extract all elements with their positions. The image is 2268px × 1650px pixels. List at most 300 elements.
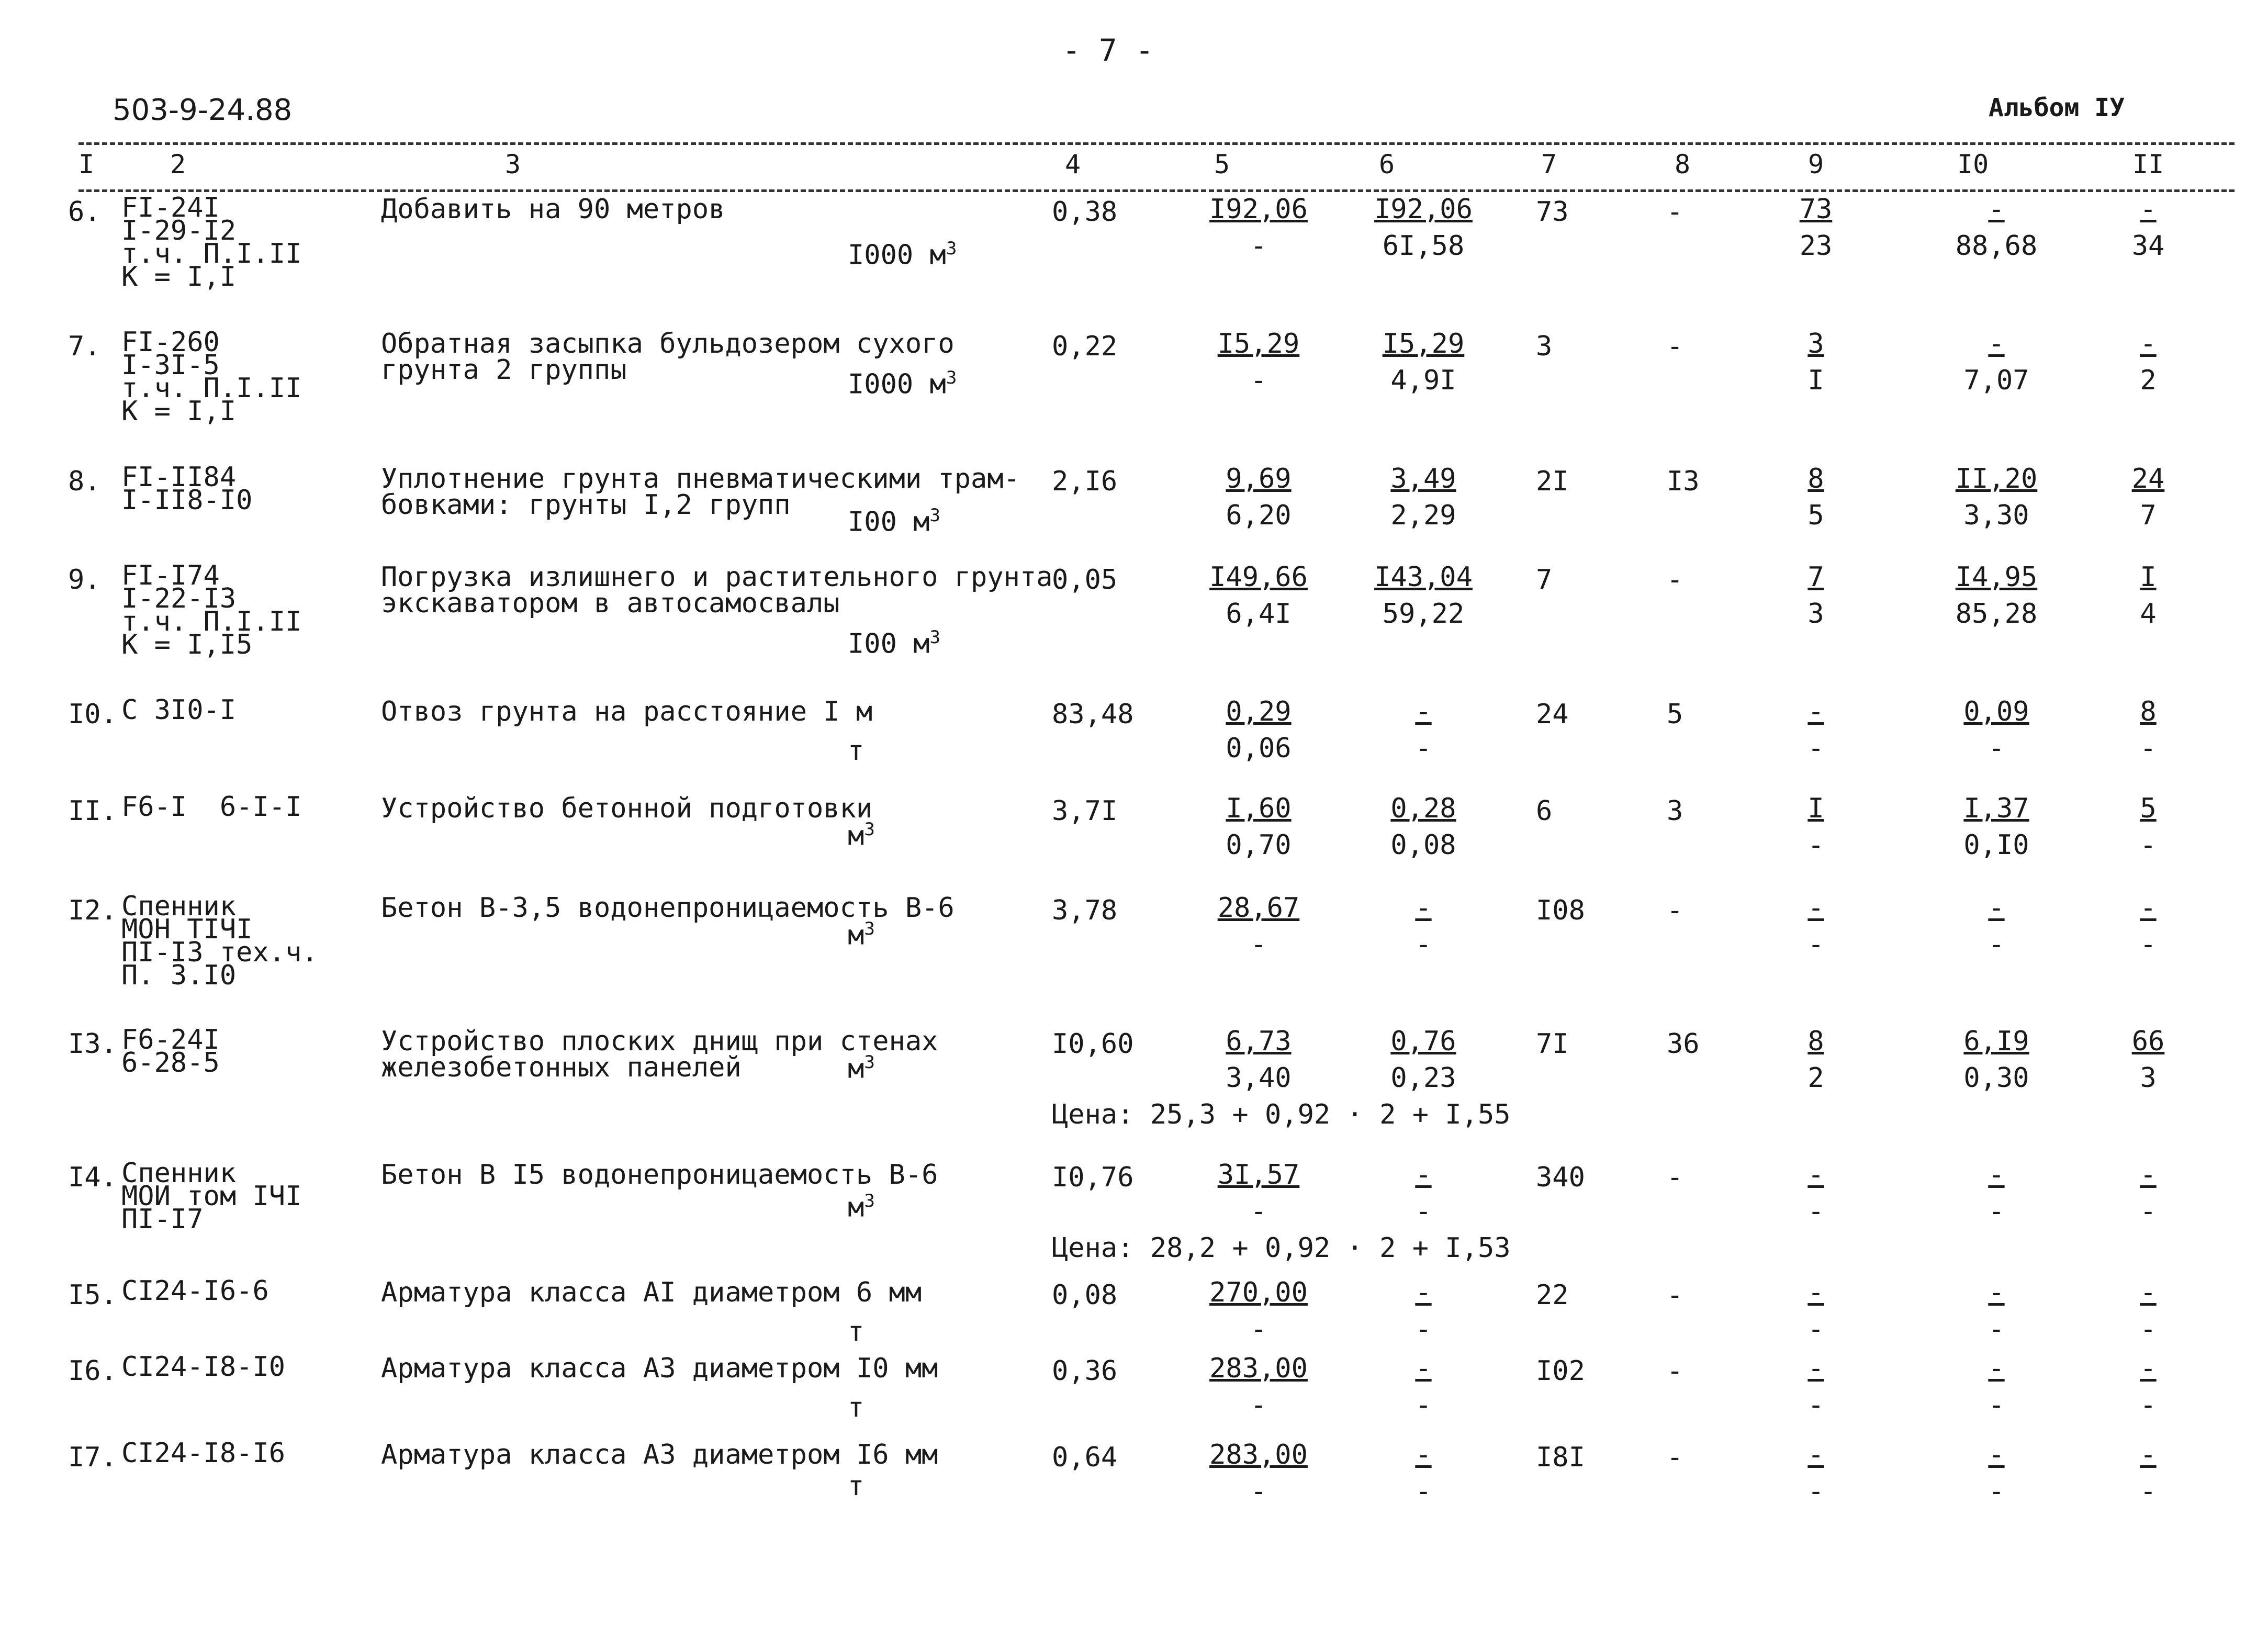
quantity: 0,22 <box>1052 331 1118 362</box>
labor-machines-top: - <box>2140 892 2157 924</box>
unit-cost-top: 283,00 <box>1209 1439 1308 1471</box>
cost-breakdown-cell <box>1782 693 1850 767</box>
wages-machines-top: 3,49 <box>1390 463 1456 495</box>
cost-breakdown-cell <box>1782 1274 1850 1348</box>
work-description: Уплотнение грунта пневматическими трам- бовками: грунты I,2 групп <box>381 463 1020 521</box>
total-cost: I08 <box>1536 895 1585 926</box>
row-number: I4. <box>68 1162 117 1193</box>
unit-exponent: 3 <box>929 627 941 648</box>
labor-machines-bottom: - <box>2140 829 2157 861</box>
cost-breakdown-cell <box>1782 559 1850 632</box>
wages-machines-top: I92,06 <box>1374 194 1473 225</box>
unit-cost-bottom: - <box>1250 230 1267 262</box>
cost-breakdown-cell <box>1782 1436 1850 1510</box>
labor-machines-cell <box>2112 325 2185 399</box>
wages-machines-cell <box>1363 1350 1484 1423</box>
cost-breakdown-cell <box>1782 790 1850 863</box>
column-header: 6 <box>1379 149 1395 179</box>
wages-machines-top: - <box>1415 696 1432 727</box>
total-cost: 7I <box>1536 1028 1569 1060</box>
row-number: II. <box>68 795 117 827</box>
work-description: Устройство бетонной подготовки <box>381 793 873 824</box>
unit <box>848 627 940 659</box>
labor-cost-top: 0,09 <box>1963 696 2029 727</box>
norm-code: FI-II84 I-II8-I0 <box>121 462 253 516</box>
unit <box>848 1471 864 1502</box>
work-description: Арматура класса АI диаметром 6 мм <box>381 1277 922 1308</box>
labor-machines-bottom: - <box>2140 733 2157 764</box>
total-cost: 22 <box>1536 1279 1569 1311</box>
unit <box>848 1191 875 1223</box>
cost-breakdown-bottom: - <box>1807 1389 1824 1421</box>
labor-cost-bottom: 3,30 <box>1963 500 2029 531</box>
labor-machines-cell <box>2112 1023 2185 1096</box>
labor-cost-bottom: 88,68 <box>1955 230 2038 262</box>
unit-cost-cell <box>1198 191 1319 264</box>
cost-breakdown-top: 8 <box>1807 1026 1824 1057</box>
unit <box>848 819 875 851</box>
quantity: 3,7I <box>1052 795 1118 827</box>
row-number: 7. <box>68 331 101 362</box>
norm-code: F6-I 6-I-I <box>121 791 302 823</box>
wages-total: I3 <box>1667 466 1700 497</box>
labor-cost-cell <box>1939 325 2054 399</box>
labor-cost-top: I4,95 <box>1955 562 2038 593</box>
work-description: Арматура класса А3 диаметром I0 мм <box>381 1353 938 1384</box>
cost-breakdown-top: - <box>1807 696 1824 727</box>
unit <box>848 505 940 537</box>
labor-machines-top: - <box>2140 194 2157 225</box>
labor-machines-top: - <box>2140 1439 2157 1471</box>
labor-cost-bottom: 0,30 <box>1963 1062 2029 1094</box>
unit-text: т <box>848 1316 864 1348</box>
unit-cost-bottom: - <box>1250 1314 1267 1345</box>
cost-breakdown-top: 73 <box>1799 194 1833 225</box>
column-header: 2 <box>170 149 186 179</box>
quantity: 0,36 <box>1052 1355 1118 1387</box>
labor-machines-bottom: 4 <box>2140 598 2157 630</box>
wages-machines-cell <box>1363 790 1484 863</box>
unit-text: I000 м <box>848 368 946 400</box>
column-header: 9 <box>1808 149 1824 179</box>
wages-total: 5 <box>1667 699 1683 730</box>
unit-text: т <box>848 735 864 767</box>
unit-cost-cell <box>1198 790 1319 863</box>
unit-cost-bottom: - <box>1250 929 1267 960</box>
labor-machines-bottom: 2 <box>2140 365 2157 396</box>
labor-cost-top: - <box>1988 328 2005 360</box>
cost-breakdown-cell <box>1782 461 1850 534</box>
wages-machines-cell <box>1363 559 1484 632</box>
total-cost: 7 <box>1536 564 1553 596</box>
total-cost: 2I <box>1536 466 1569 497</box>
cost-breakdown-bottom: - <box>1807 829 1824 861</box>
cost-breakdown-bottom: - <box>1807 1314 1824 1345</box>
labor-machines-top: - <box>2140 328 2157 360</box>
unit-cost-top: 0,29 <box>1226 696 1292 727</box>
labor-machines-bottom: - <box>2140 1196 2157 1227</box>
unit-text: I00 м <box>848 506 930 538</box>
cost-breakdown-top: 3 <box>1807 328 1824 360</box>
norm-code: СI24-I6-6 <box>121 1275 269 1307</box>
quantity: 3,78 <box>1052 895 1118 926</box>
unit-cost-bottom: 0,06 <box>1226 733 1292 764</box>
labor-machines-bottom: 7 <box>2140 500 2157 531</box>
cost-breakdown-cell <box>1782 890 1850 963</box>
labor-machines-cell <box>2112 693 2185 767</box>
unit-text: м <box>848 919 864 951</box>
wages-machines-bottom: - <box>1415 1389 1432 1421</box>
labor-machines-top: I <box>2140 562 2157 593</box>
wages-machines-bottom: 2,29 <box>1390 500 1456 531</box>
column-header: 8 <box>1675 149 1691 179</box>
unit-cost-cell <box>1198 559 1319 632</box>
wages-machines-cell <box>1363 325 1484 399</box>
cost-breakdown-bottom: - <box>1807 1476 1824 1507</box>
quantity: 0,38 <box>1052 196 1118 228</box>
labor-cost-cell <box>1939 1274 2054 1348</box>
document-number: 503-9-24.88 <box>113 93 293 127</box>
work-description: Бетон В I5 водонепроницаемость В-6 <box>381 1159 938 1191</box>
labor-cost-cell <box>1939 1436 2054 1510</box>
wages-machines-top: - <box>1415 1277 1432 1308</box>
wages-machines-bottom: - <box>1415 929 1432 960</box>
labor-machines-top: - <box>2140 1159 2157 1191</box>
unit-cost-cell <box>1198 693 1319 767</box>
labor-cost-bottom: - <box>1988 1196 2005 1227</box>
row-number: I5. <box>68 1279 117 1311</box>
cost-breakdown-top: - <box>1807 1439 1824 1471</box>
labor-cost-bottom: - <box>1988 733 2005 764</box>
wages-machines-top: - <box>1415 1439 1432 1471</box>
unit-cost-bottom: - <box>1250 1196 1267 1227</box>
labor-cost-top: - <box>1988 1277 2005 1308</box>
quantity: 0,05 <box>1052 564 1118 596</box>
unit-cost-cell <box>1198 325 1319 399</box>
labor-machines-cell <box>2112 1157 2185 1230</box>
price-formula: Цена: 28,2 + 0,92 · 2 + I,53 <box>1052 1232 1511 1264</box>
unit-cost-bottom: 0,70 <box>1226 829 1292 861</box>
labor-cost-cell <box>1939 559 2054 632</box>
wages-machines-cell <box>1363 1274 1484 1348</box>
norm-code: Спенник МОИ том IЧI ПI-I7 <box>121 1158 302 1235</box>
labor-machines-top: 5 <box>2140 793 2157 824</box>
work-description: Отвоз грунта на расстояние I м <box>381 696 873 727</box>
cost-breakdown-top: - <box>1807 1353 1824 1384</box>
wages-total: - <box>1667 1355 1683 1387</box>
unit-cost-top: I5,29 <box>1217 328 1300 360</box>
unit-cost-bottom: - <box>1250 365 1267 396</box>
work-description: Арматура класса А3 диаметром I6 мм <box>381 1439 938 1471</box>
total-cost: I02 <box>1536 1355 1585 1387</box>
cost-breakdown-bottom: 3 <box>1807 598 1824 630</box>
labor-cost-bottom: - <box>1988 1314 2005 1345</box>
work-description: Добавить на 90 метров <box>381 194 725 225</box>
labor-cost-bottom: - <box>1988 1476 2005 1507</box>
labor-machines-cell <box>2112 790 2185 863</box>
cost-breakdown-cell <box>1782 1157 1850 1230</box>
labor-cost-bottom: 7,07 <box>1963 365 2029 396</box>
labor-machines-bottom: - <box>2140 1476 2157 1507</box>
quantity: 83,48 <box>1052 699 1134 730</box>
quantity: 0,64 <box>1052 1442 1118 1473</box>
labor-machines-top: 24 <box>2131 463 2165 495</box>
norm-code: FI-260 I-3I-5 т.ч. П.I.II К = I,I <box>121 327 302 427</box>
labor-machines-top: 66 <box>2131 1026 2165 1057</box>
labor-machines-bottom: 3 <box>2140 1062 2157 1094</box>
labor-cost-top: 6,I9 <box>1963 1026 2029 1057</box>
labor-cost-top: - <box>1988 1439 2005 1471</box>
unit-cost-top: 28,67 <box>1217 892 1300 924</box>
cost-breakdown-top: - <box>1807 892 1824 924</box>
wages-machines-top: I43,04 <box>1374 562 1473 593</box>
labor-cost-top: I,37 <box>1963 793 2029 824</box>
cost-breakdown-top: - <box>1807 1159 1824 1191</box>
wages-total: - <box>1667 1279 1683 1311</box>
unit-text: м <box>848 1192 864 1224</box>
wages-machines-bottom: 0,23 <box>1390 1062 1456 1094</box>
norm-code: Спенник МОН ТIЧI ПI-I3 тех.ч. П. 3.I0 <box>121 891 318 991</box>
wages-machines-bottom: 0,08 <box>1390 829 1456 861</box>
unit-cost-top: 283,00 <box>1209 1353 1308 1384</box>
cost-breakdown-bottom: - <box>1807 733 1824 764</box>
unit-exponent: 3 <box>864 819 875 840</box>
labor-cost-top: - <box>1988 194 2005 225</box>
cost-breakdown-top: 8 <box>1807 463 1824 495</box>
labor-cost-top: - <box>1988 892 2005 924</box>
wages-total: - <box>1667 564 1683 596</box>
labor-cost-cell <box>1939 1023 2054 1096</box>
page-number: - 7 - <box>1062 32 1154 68</box>
labor-machines-cell <box>2112 191 2185 264</box>
wages-machines-top: - <box>1415 892 1432 924</box>
cost-breakdown-bottom: I <box>1807 365 1824 396</box>
unit <box>848 918 875 951</box>
unit-cost-top: 270,00 <box>1209 1277 1308 1308</box>
unit-text: м <box>848 1053 864 1085</box>
quantity: I0,76 <box>1052 1162 1134 1193</box>
cost-breakdown-bottom: - <box>1807 1196 1824 1227</box>
labor-cost-cell <box>1939 890 2054 963</box>
price-formula: Цена: 25,3 + 0,92 · 2 + I,55 <box>1052 1099 1511 1130</box>
unit-text: I00 м <box>848 628 930 660</box>
column-header: I0 <box>1957 149 1989 179</box>
wages-total: - <box>1667 196 1683 228</box>
unit-cost-cell <box>1198 1274 1319 1348</box>
labor-machines-bottom: - <box>2140 929 2157 960</box>
unit-cost-bottom: 3,40 <box>1226 1062 1292 1094</box>
labor-cost-bottom: - <box>1988 929 2005 960</box>
wages-total: - <box>1667 1162 1683 1193</box>
work-description: Бетон В-3,5 водонепроницаемость В-6 <box>381 892 955 924</box>
unit-exponent: 3 <box>946 367 957 388</box>
column-header: II <box>2132 149 2164 179</box>
labor-cost-top: II,20 <box>1955 463 2038 495</box>
total-cost: 340 <box>1536 1162 1585 1193</box>
labor-machines-cell <box>2112 1274 2185 1348</box>
wages-machines-bottom: - <box>1415 733 1432 764</box>
wages-machines-top: - <box>1415 1353 1432 1384</box>
row-number: 8. <box>68 466 101 497</box>
unit-exponent: 3 <box>864 918 875 939</box>
cost-breakdown-bottom: - <box>1807 929 1824 960</box>
norm-code: СI24-I8-I0 <box>121 1351 286 1383</box>
cost-breakdown-cell <box>1782 1023 1850 1096</box>
unit-cost-top: I92,06 <box>1209 194 1308 225</box>
wages-total: - <box>1667 895 1683 926</box>
unit-cost-top: I,60 <box>1226 793 1292 824</box>
wages-machines-top: 0,76 <box>1390 1026 1456 1057</box>
wages-machines-cell <box>1363 693 1484 767</box>
row-number: I6. <box>68 1355 117 1387</box>
unit-exponent: 3 <box>864 1052 875 1073</box>
column-header: I <box>78 149 95 179</box>
wages-total: 3 <box>1667 795 1683 827</box>
unit <box>848 1392 864 1423</box>
unit-cost-bottom: 6,4I <box>1226 598 1292 630</box>
unit-exponent: 3 <box>929 505 941 526</box>
wages-machines-cell <box>1363 1157 1484 1230</box>
row-number: I7. <box>68 1442 117 1473</box>
header-rule-top <box>78 142 2235 145</box>
labor-cost-cell <box>1939 461 2054 534</box>
cost-breakdown-cell <box>1782 325 1850 399</box>
labor-cost-cell <box>1939 693 2054 767</box>
labor-cost-bottom: 0,I0 <box>1963 829 2029 861</box>
work-description: Обратная засыпка бульдозером сухого грунта 2 группы <box>381 328 955 386</box>
wages-machines-top: - <box>1415 1159 1432 1191</box>
header-rule-bottom <box>78 189 2235 192</box>
labor-machines-cell <box>2112 1350 2185 1423</box>
row-number: I0. <box>68 699 117 730</box>
unit-text: I000 м <box>848 239 946 271</box>
unit-cost-top: 3I,57 <box>1217 1159 1300 1191</box>
unit-cost-bottom: 6,20 <box>1226 500 1292 531</box>
wages-machines-cell <box>1363 1436 1484 1510</box>
album-label: Альбом IУ <box>1989 93 2125 122</box>
total-cost: 3 <box>1536 331 1553 362</box>
norm-code: FI-24I I-29-I2 т.ч. П.I.II К = I,I <box>121 192 302 293</box>
unit-cost-bottom: - <box>1250 1389 1267 1421</box>
labor-cost-bottom: 85,28 <box>1955 598 2038 630</box>
labor-machines-top: - <box>2140 1277 2157 1308</box>
wages-machines-bottom: 4,9I <box>1390 365 1456 396</box>
wages-machines-cell <box>1363 890 1484 963</box>
norm-code: СI24-I8-I6 <box>121 1438 286 1469</box>
wages-machines-bottom: - <box>1415 1476 1432 1507</box>
labor-machines-cell <box>2112 461 2185 534</box>
cost-breakdown-cell <box>1782 1350 1850 1423</box>
labor-cost-top: - <box>1988 1353 2005 1384</box>
unit-exponent: 3 <box>946 238 957 259</box>
cost-breakdown-top: I <box>1807 793 1824 824</box>
unit-cost-cell <box>1198 1350 1319 1423</box>
labor-machines-bottom: 34 <box>2131 230 2165 262</box>
norm-code: FI-I74 I-22-I3 т.ч. П.I.II К = I,I5 <box>121 560 302 660</box>
unit-cost-cell <box>1198 1023 1319 1096</box>
labor-cost-cell <box>1939 1157 2054 1230</box>
wages-total: - <box>1667 331 1683 362</box>
labor-cost-cell <box>1939 1350 2054 1423</box>
quantity: 0,08 <box>1052 1279 1118 1311</box>
labor-cost-bottom: - <box>1988 1389 2005 1421</box>
labor-machines-bottom: - <box>2140 1314 2157 1345</box>
unit <box>848 367 957 400</box>
labor-cost-cell <box>1939 191 2054 264</box>
unit-cost-top: 6,73 <box>1226 1026 1292 1057</box>
wages-machines-bottom: 6I,58 <box>1382 230 1465 262</box>
unit-text: т <box>848 1392 864 1423</box>
unit-cost-cell <box>1198 1157 1319 1230</box>
wages-machines-bottom: 59,22 <box>1382 598 1465 630</box>
cost-breakdown-top: - <box>1807 1277 1824 1308</box>
work-description: Погрузка излишнего и растительного грунта экскаватором в автосамосвалы <box>381 562 1053 619</box>
unit-text: т <box>848 1471 864 1502</box>
unit-cost-bottom: - <box>1250 1476 1267 1507</box>
work-description: Устройство плоских днищ при стенах железобетонных панелей <box>381 1026 938 1083</box>
column-header: 3 <box>505 149 521 179</box>
wages-machines-bottom: - <box>1415 1196 1432 1227</box>
total-cost: 24 <box>1536 699 1569 730</box>
quantity: 2,I6 <box>1052 466 1118 497</box>
unit-cost-top: 9,69 <box>1226 463 1292 495</box>
row-number: I2. <box>68 895 117 926</box>
quantity: I0,60 <box>1052 1028 1134 1060</box>
labor-machines-cell <box>2112 559 2185 632</box>
unit <box>848 238 957 271</box>
unit-cost-cell <box>1198 1436 1319 1510</box>
unit <box>848 1052 875 1084</box>
labor-cost-cell <box>1939 790 2054 863</box>
wages-machines-cell <box>1363 191 1484 264</box>
wages-machines-bottom: - <box>1415 1314 1432 1345</box>
unit-cost-top: I49,66 <box>1209 562 1308 593</box>
cost-breakdown-top: 7 <box>1807 562 1824 593</box>
norm-code: С 3I0-I <box>121 694 237 726</box>
labor-cost-top: - <box>1988 1159 2005 1191</box>
total-cost: 73 <box>1536 196 1569 228</box>
cost-breakdown-cell <box>1782 191 1850 264</box>
cost-breakdown-bottom: 5 <box>1807 500 1824 531</box>
unit <box>848 1316 864 1348</box>
column-header: 4 <box>1065 149 1081 179</box>
cost-breakdown-bottom: 23 <box>1799 230 1833 262</box>
unit-text: м <box>848 820 864 852</box>
labor-machines-cell <box>2112 1436 2185 1510</box>
labor-machines-top: - <box>2140 1353 2157 1384</box>
unit-cost-cell <box>1198 890 1319 963</box>
wages-machines-top: 0,28 <box>1390 793 1456 824</box>
row-number: 9. <box>68 564 101 596</box>
labor-machines-top: 8 <box>2140 696 2157 727</box>
norm-code: F6-24I 6-28-5 <box>121 1024 220 1079</box>
wages-machines-cell <box>1363 1023 1484 1096</box>
total-cost: 6 <box>1536 795 1553 827</box>
unit-exponent: 3 <box>864 1191 875 1211</box>
column-header: 7 <box>1541 149 1557 179</box>
unit-cost-cell <box>1198 461 1319 534</box>
wages-machines-top: I5,29 <box>1382 328 1465 360</box>
labor-machines-cell <box>2112 890 2185 963</box>
unit <box>848 735 864 767</box>
wages-total: 36 <box>1667 1028 1700 1060</box>
cost-breakdown-bottom: 2 <box>1807 1062 1824 1094</box>
total-cost: I8I <box>1536 1442 1585 1473</box>
column-header: 5 <box>1214 149 1230 179</box>
row-number: 6. <box>68 196 101 228</box>
row-number: I3. <box>68 1028 117 1060</box>
wages-machines-cell <box>1363 461 1484 534</box>
